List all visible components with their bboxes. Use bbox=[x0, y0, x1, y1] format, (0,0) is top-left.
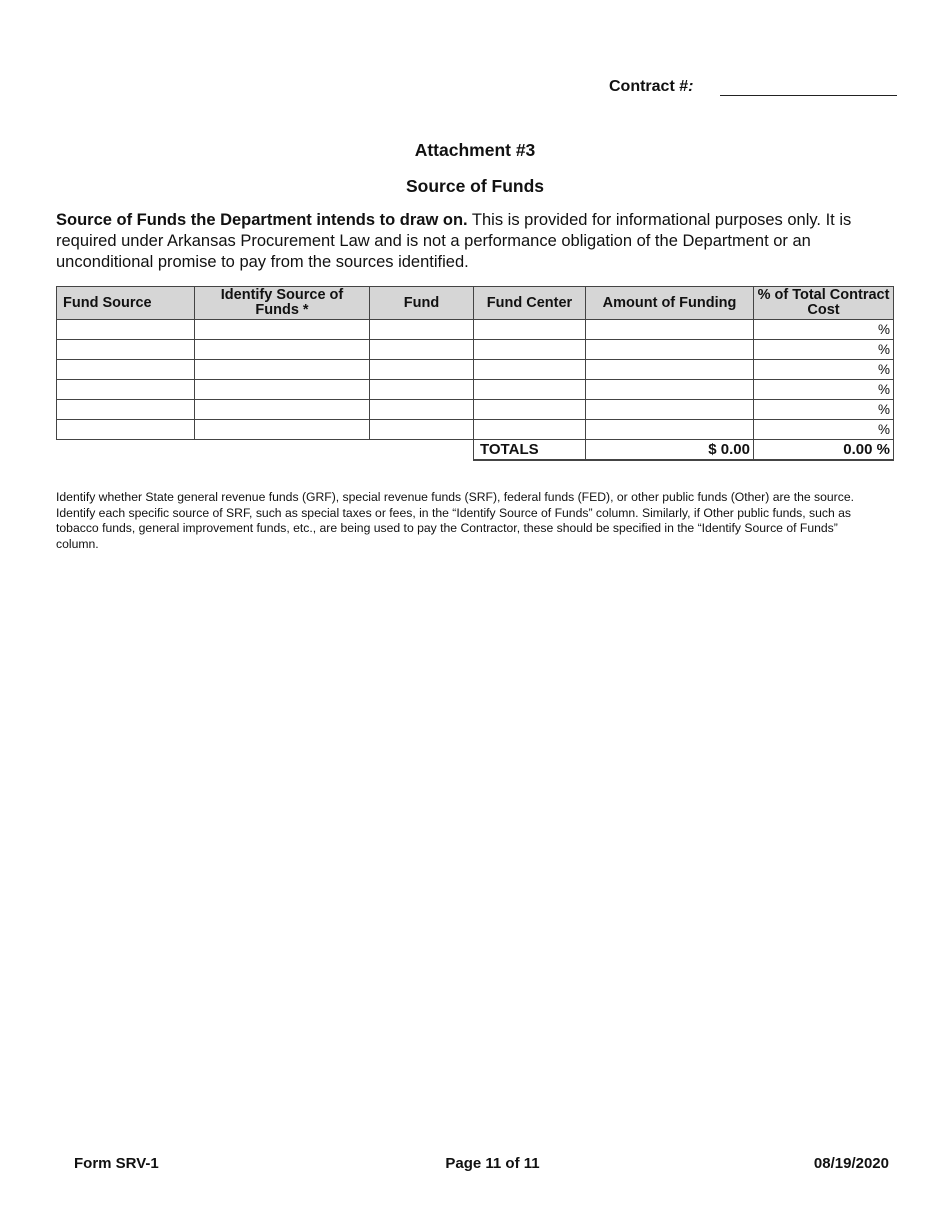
amount-cell[interactable] bbox=[586, 320, 754, 340]
intro-text: This is provided for informational purposes only. It is required under Arkansas Procurement Law and is not a performance obligation of the Department or an unconditional promise to pay from the sources identified. bbox=[56, 211, 852, 271]
fund-cell[interactable] bbox=[370, 340, 474, 360]
table-row bbox=[57, 420, 894, 440]
fund-source-cell[interactable] bbox=[57, 380, 195, 400]
contract-number-field[interactable] bbox=[720, 95, 897, 96]
section-title: Source of Funds bbox=[405, 176, 545, 196]
fund-center-cell[interactable] bbox=[474, 320, 586, 340]
fund-cell[interactable] bbox=[370, 420, 474, 440]
identify-source-cell[interactable] bbox=[195, 320, 370, 340]
form-number: Form SRV-1 bbox=[74, 1155, 159, 1172]
totals-spacer bbox=[57, 440, 474, 461]
intro-paragraph bbox=[56, 210, 896, 273]
percent-cell[interactable]: % bbox=[754, 360, 894, 380]
fund-cell[interactable] bbox=[370, 400, 474, 420]
header-fund-center: Fund Center bbox=[474, 287, 586, 320]
fund-center-cell[interactable] bbox=[474, 420, 586, 440]
percent-cell[interactable]: % bbox=[754, 420, 894, 440]
amount-cell[interactable] bbox=[586, 360, 754, 380]
attachment-title: Attachment #3 bbox=[414, 140, 536, 160]
identify-source-cell[interactable] bbox=[195, 400, 370, 420]
intro-bold: Source of Funds the Department intends to draw on. bbox=[56, 211, 468, 229]
fund-source-cell[interactable] bbox=[57, 340, 195, 360]
fund-center-cell[interactable] bbox=[474, 380, 586, 400]
percent-cell[interactable]: % bbox=[754, 340, 894, 360]
contract-label-text: Contract # bbox=[609, 78, 689, 95]
source-of-funds-table bbox=[56, 286, 894, 461]
fund-center-cell[interactable] bbox=[474, 400, 586, 420]
instructions-note: Identify whether State general revenue funds (GRF), special revenue funds (SRF), federal funds (FED), or other public funds (Other) are the source. Identify each specific source of SRF, such as special taxes or fees, in the “Identify Source of Funds” column. Similarly, if Other public funds, such as tobacco funds, general improvement funds, etc., are being used to pay the Contractor, these should be specified in the “Identify Source of Funds” column. bbox=[56, 490, 854, 551]
contract-number-label bbox=[609, 78, 693, 96]
header-fund: Fund bbox=[370, 287, 474, 320]
header-percent-total: % of Total Contract Cost bbox=[754, 287, 894, 320]
identify-source-cell[interactable] bbox=[195, 380, 370, 400]
amount-cell[interactable] bbox=[586, 340, 754, 360]
table-row bbox=[57, 360, 894, 380]
fund-source-cell[interactable] bbox=[57, 400, 195, 420]
amount-cell[interactable] bbox=[586, 380, 754, 400]
page-number: Page 11 of 11 bbox=[445, 1155, 540, 1172]
contract-label-colon: : bbox=[688, 78, 694, 95]
fund-source-cell[interactable] bbox=[57, 360, 195, 380]
percent-cell[interactable]: % bbox=[754, 400, 894, 420]
header-identify-source: Identify Source of Funds * bbox=[195, 287, 370, 320]
fund-cell[interactable] bbox=[370, 380, 474, 400]
fund-center-cell[interactable] bbox=[474, 360, 586, 380]
identify-source-cell[interactable] bbox=[195, 360, 370, 380]
fund-cell[interactable] bbox=[370, 320, 474, 340]
table-row bbox=[57, 320, 894, 340]
amount-cell[interactable] bbox=[586, 400, 754, 420]
totals-percent: 0.00 % bbox=[754, 440, 894, 461]
identify-source-cell[interactable] bbox=[195, 420, 370, 440]
form-date: 08/19/2020 bbox=[813, 1155, 889, 1172]
header-fund-source: Fund Source bbox=[57, 287, 195, 320]
table-row bbox=[57, 400, 894, 420]
totals-row bbox=[57, 440, 894, 461]
header-amount-of-funding: Amount of Funding bbox=[586, 287, 754, 320]
table-row bbox=[57, 380, 894, 400]
table-row bbox=[57, 340, 894, 360]
fund-source-cell[interactable] bbox=[57, 320, 195, 340]
totals-label: TOTALS bbox=[474, 440, 586, 461]
percent-cell[interactable]: % bbox=[754, 320, 894, 340]
fund-center-cell[interactable] bbox=[474, 340, 586, 360]
identify-source-cell[interactable] bbox=[195, 340, 370, 360]
fund-cell[interactable] bbox=[370, 360, 474, 380]
percent-cell[interactable]: % bbox=[754, 380, 894, 400]
amount-cell[interactable] bbox=[586, 420, 754, 440]
table-header-row bbox=[57, 287, 894, 320]
fund-source-cell[interactable] bbox=[57, 420, 195, 440]
totals-amount: $ 0.00 bbox=[586, 440, 754, 461]
